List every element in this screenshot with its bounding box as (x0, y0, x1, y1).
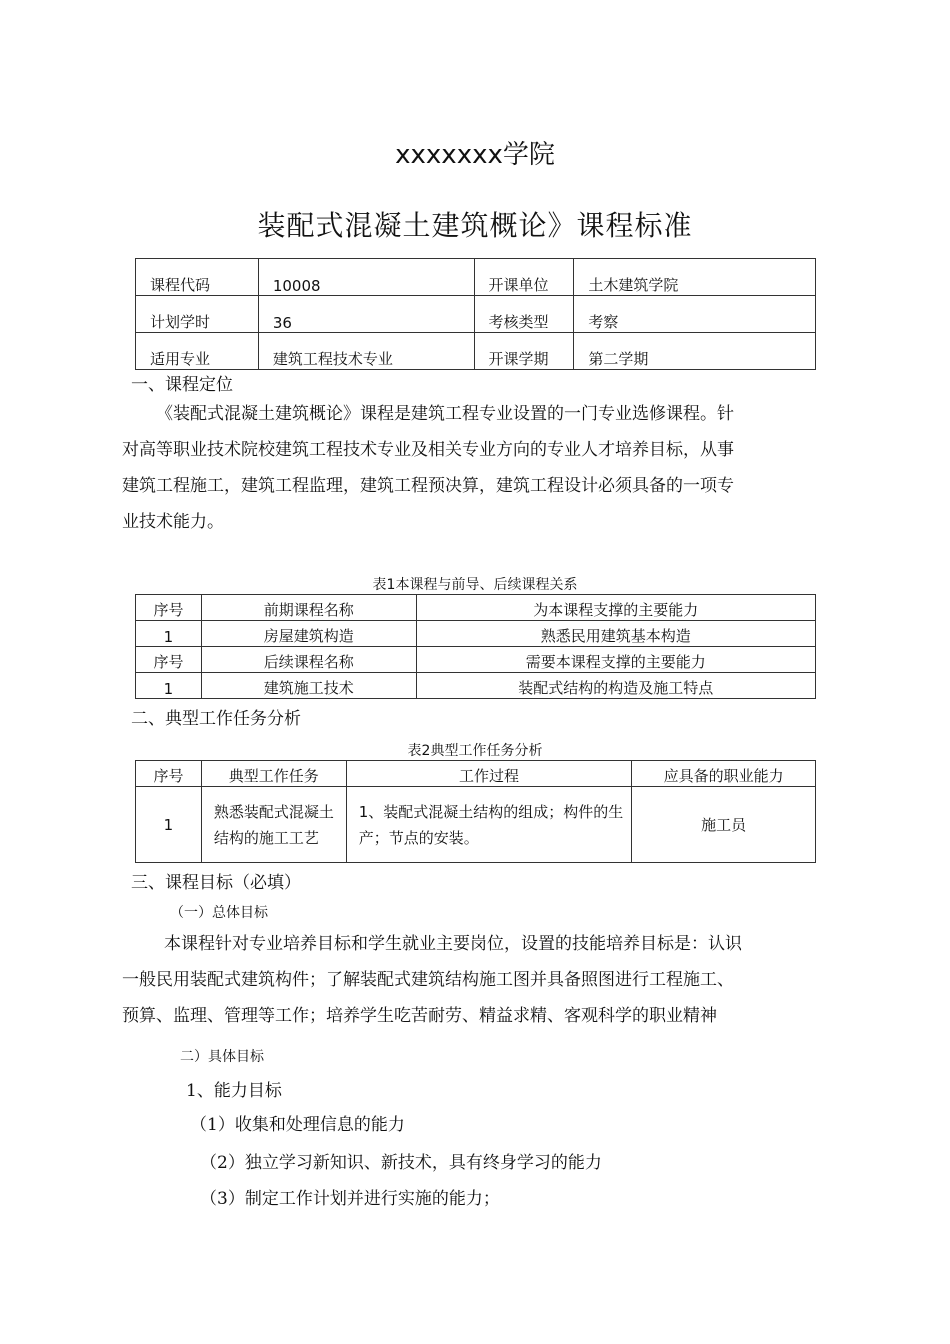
table-cell: 序号 (136, 595, 202, 621)
table-cell: 第二学期 (574, 333, 816, 370)
table-row (136, 673, 816, 699)
table-cell: 装配式结构的构造及施工特点 (416, 673, 815, 699)
table-cell: 前期课程名称 (201, 595, 416, 621)
table-cell: 建筑施工技术 (201, 673, 416, 699)
table-header-cell: 应具备的职业能力 (632, 761, 816, 787)
table-cell: 36 (258, 296, 474, 333)
table-row (136, 296, 816, 333)
paragraph-line: 一般民用装配式建筑构件；了解装配式建筑结构施工图并具备照图进行工程施工、 (122, 970, 734, 990)
table-cell: 1 (136, 621, 202, 647)
section-paragraph (122, 926, 822, 1034)
table-cell: 需要本课程支撑的主要能力 (416, 647, 815, 673)
course-relation-table (135, 594, 816, 699)
goal-heading: 1、能力目标 (186, 1081, 282, 1101)
table-cell: 考核类型 (474, 296, 574, 333)
section-paragraph (122, 396, 822, 540)
table-cell: 1 (136, 673, 202, 699)
table-row (136, 259, 816, 296)
table-row (136, 333, 816, 370)
list-item: （3）制定工作计划并进行实施的能力； (200, 1189, 500, 1209)
table-cell: 土木建筑学院 (574, 259, 816, 296)
table-header-cell: 工作过程 (346, 761, 632, 787)
table-cell: 1 (136, 787, 202, 863)
table-cell: 熟悉装配式混凝土结构的施工工艺 (201, 787, 346, 863)
paragraph-line: 预算、监理、管理等工作；培养学生吃苦耐劳、精益求精、客观科学的职业精神 (122, 1006, 717, 1026)
list-item: （1）收集和处理信息的能力 (190, 1115, 405, 1135)
table-cell: 房屋建筑构造 (201, 621, 416, 647)
table-cell: 适用专业 (136, 333, 259, 370)
table-header-row (136, 761, 816, 787)
table-cell: 建筑工程技术专业 (258, 333, 474, 370)
subsection-heading: （一）总体目标 (170, 905, 268, 921)
table-cell: 后续课程名称 (201, 647, 416, 673)
table-cell: 为本课程支撑的主要能力 (416, 595, 815, 621)
table-cell: 1、装配式混凝土结构的组成；构件的生产；节点的安装。 (346, 787, 632, 863)
paragraph-line: 建筑工程施工，建筑工程监理，建筑工程预决算，建筑工程设计必须具备的一项专 (122, 476, 734, 496)
work-task-table (135, 760, 816, 863)
table-caption: 表2典型工作任务分析 (407, 743, 543, 759)
table-row (136, 595, 816, 621)
section-heading: 二、典型工作任务分析 (131, 709, 301, 729)
section-heading: 一、课程定位 (131, 375, 233, 395)
table-cell: 开课学期 (474, 333, 574, 370)
paragraph-line: 对高等职业技术院校建筑工程技术专业及相关专业方向的专业人才培养目标，从事 (122, 440, 734, 460)
table-cell: 10008 (258, 259, 474, 296)
list-item: （2）独立学习新知识、新技术，具有终身学习的能力 (200, 1153, 602, 1173)
table-cell: 施工员 (632, 787, 816, 863)
section-heading: 三、课程目标（必填） (131, 873, 301, 893)
table-header-cell: 典型工作任务 (201, 761, 346, 787)
table-cell: 课程代码 (136, 259, 259, 296)
course-info-table (135, 258, 816, 370)
school-name: xxxxxxx学院 (395, 140, 555, 170)
table-row (136, 621, 816, 647)
paragraph-line: 《装配式混凝土建筑概论》课程是建筑工程专业设置的一门专业选修课程。针 (156, 404, 734, 424)
table-cell: 考察 (574, 296, 816, 333)
table-cell: 熟悉民用建筑基本构造 (416, 621, 815, 647)
table-header-cell: 序号 (136, 761, 202, 787)
table-caption: 表1本课程与前导、后续课程关系 (372, 577, 578, 593)
subsection-heading: 二）具体目标 (180, 1049, 264, 1065)
paragraph-line: 业技术能力。 (122, 512, 224, 532)
table-cell: 计划学时 (136, 296, 259, 333)
table-row (136, 787, 816, 863)
document-title: 装配式混凝土建筑概论》课程标准 (257, 209, 693, 242)
table-cell: 序号 (136, 647, 202, 673)
paragraph-line: 本课程针对专业培养目标和学生就业主要岗位，设置的技能培养目标是：认识 (164, 934, 742, 954)
table-cell: 开课单位 (474, 259, 574, 296)
table-row (136, 647, 816, 673)
